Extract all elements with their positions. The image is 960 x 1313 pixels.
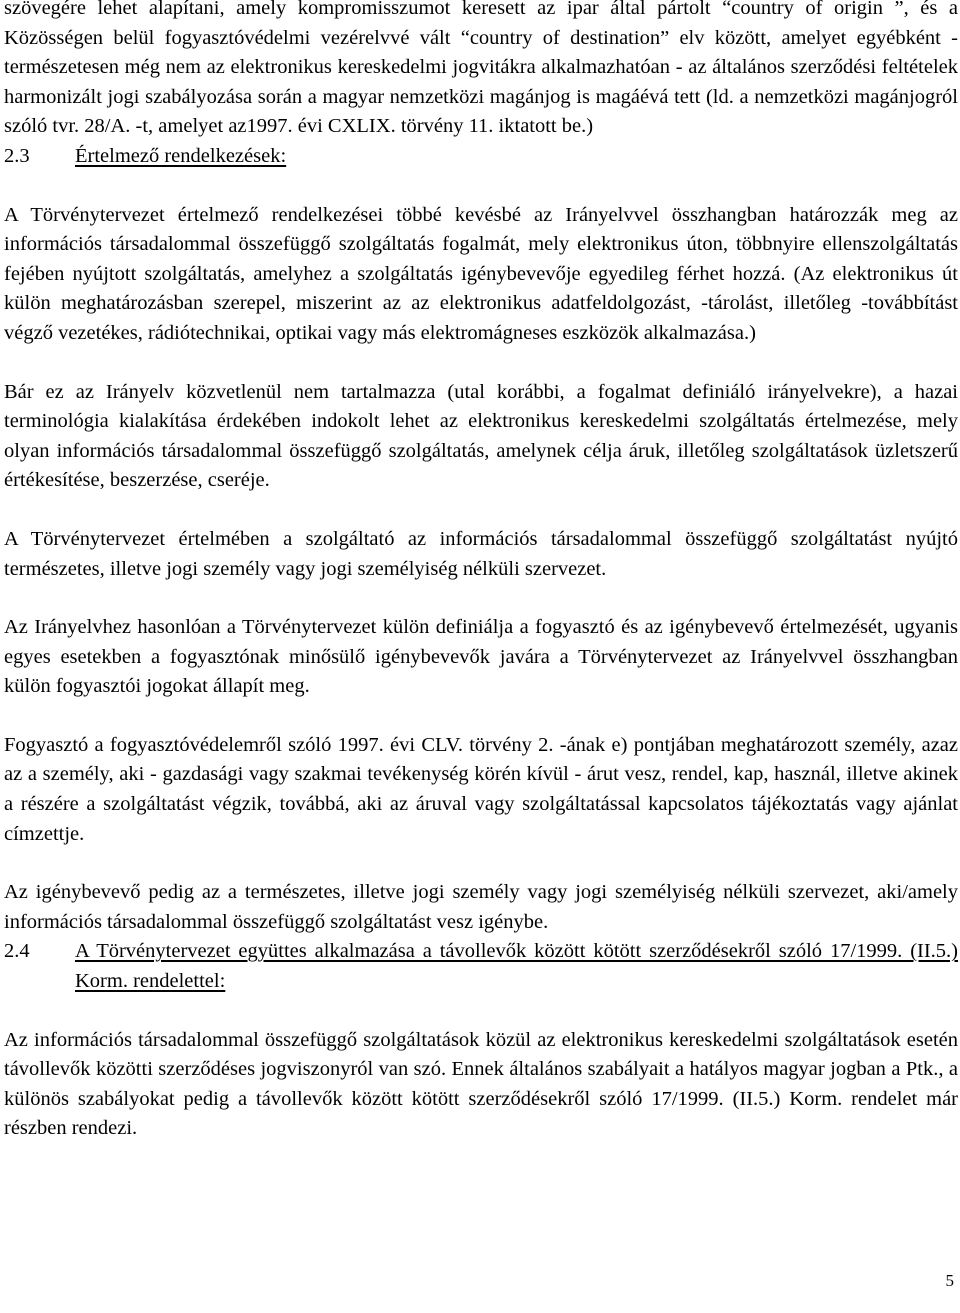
paragraph: Az Irányelvhez hasonlóan a Törvénytervezet külön definiálja a fogyasztó és az igénybevevő értelmezését, ugyanis egyes esetekben a fogyasztónak minősülő igénybevevők javára a Törvénytervezet az Irányelvvel összhangban külön fogyasztói jogokat állapít meg. — [4, 616, 958, 698]
page-number: 5 — [945, 1271, 954, 1290]
intro-paragraph: szövegére lehet alapítani, amely kompromisszumot keresett az ipar által pártolt “country of origin ”, és a Közösségen belül fogyasztóvédelmi vezérelvvé vált “country of destination” elv között, amelyet egyébként - természetesen még nem az elektronikus kereskedelmi jogvitákra alkalmazhatóan - az általános szerződési feltételek harmonizált jogi szabályozása során a magyar nemzetközi magánjog is magáévá tett (ld. a nemzetközi magánjogról szóló tvr. 28/A. -t, amelyet az1997. évi CXLIX. törvény 11. iktatott be.) — [4, 0, 958, 138]
section-number: 2.3 — [4, 144, 30, 167]
paragraph: Az igénybevevő pedig az a természetes, illetve jogi személy vagy jogi személyiség nélküli szervezet, aki/amely információs társadalommal összefüggő szolgáltatást vesz igénybe. — [4, 881, 958, 933]
section-heading-2-3 — [4, 142, 958, 172]
paragraph: Bár ez az Irányelv közvetlenül nem tartalmazza (utal korábbi, a fogalmat definiáló irányelvekre), a hazai terminológia kialakítása érdekében indokolt lehet az elektronikus kereskedelmi szolgáltatás értelmezése, mely olyan információs társadalommal összefüggő szolgáltatás, amelynek célja áruk, illetőleg szolgáltatások üzletszerű értékesítése, beszerzése, cseréje. — [4, 380, 958, 492]
section-title: A Törvénytervezet együttes alkalmazása a távollevők között kötött szerződésekről szóló 17/1999. (II.5.) Korm. rendelettel: — [75, 940, 958, 993]
paragraph: A Törvénytervezet értelmező rendelkezései többé kevésbé az Irányelvvel összhangban határozzák meg az információs társadalommal összefüggő szolgáltatás fogalmát, mely elektronikus úton, többnyire ellenszolgáltatás fejében nyújtott szolgáltatás, amelyhez a szolgáltatás igénybevevője egyedileg férhet hozzá. (Az elektronikus út külön meghatározásban szerepel, miszerint az az elektronikus adatfeldolgozást, -tárolást, illetőleg -továbbítást végző vezetékes, rádiótechnikai, optikai vagy más elektromágneses eszközök alkalmazása.) — [4, 203, 958, 344]
paragraph: Fogyasztó a fogyasztóvédelemről szóló 1997. évi CLV. törvény 2. -ának e) pontjában meghatározott személy, azaz az a személy, aki - gazdasági vagy szakmai tevékenység körén kívül - árut vesz, rendel, kap, használ, illetve akinek a részére a szolgáltatást végzik, továbbá, aki az áruval vagy szolgáltatással kapcsolatos tájékoztatás vagy ajánlat címzettje. — [4, 733, 958, 845]
document-page — [4, 0, 958, 1144]
paragraph: A Törvénytervezet értelmében a szolgáltató az információs társadalommal összefüggő szolgáltatást nyújtó természetes, illetve jogi személy vagy jogi személyiség nélküli szervezet. — [4, 527, 958, 580]
section-title: Értelmező rendelkezések: — [75, 144, 287, 167]
section-heading-2-4 — [4, 937, 958, 996]
paragraph: Az információs társadalommal összefüggő szolgáltatások közül az elektronikus kereskedelmi szolgáltatások esetén távollevők közötti szerződéses jogviszonyról van szó. Ennek általános szabályait a hatályos magyar jogban a Ptk., a különös szabályokat pedig a távollevők között kötött szerződésekről szóló 17/1999. (II.5.) Korm. rendelet már részben rendezi. — [4, 1028, 958, 1140]
section-number: 2.4 — [4, 940, 30, 963]
